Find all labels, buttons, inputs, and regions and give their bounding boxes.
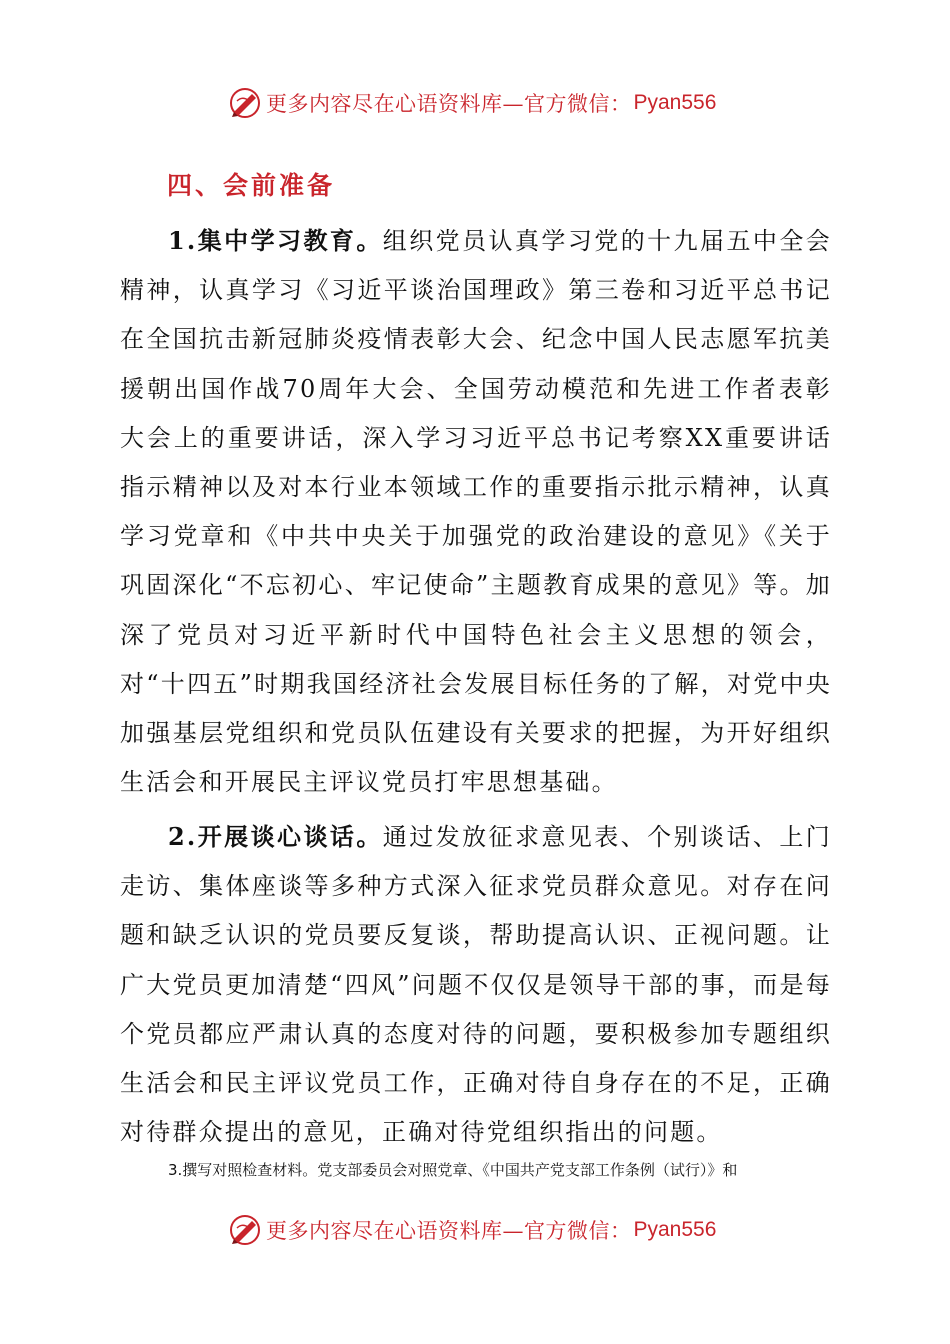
truncated-text-line: 3.撰写对照检查材料。党支部委员会对照党章、《中国共产党支部工作条例（试行）》和 bbox=[168, 1161, 738, 1179]
paragraph-talks bbox=[120, 812, 832, 1157]
footer-banner bbox=[228, 1212, 716, 1248]
paragraph-study bbox=[120, 216, 832, 807]
banner-wechat-handle: Pyan556 bbox=[633, 1218, 717, 1241]
header-banner bbox=[228, 85, 716, 121]
paragraph-body: 通过发放征求意见表、个别谈话、上门走访、集体座谈等多种方式深入征求党员群众意见。对存在问题和缺乏认识的党员要反复谈，帮助提高认识、正视问题。让广大党员更加清楚“四风”问题不仅仅是领导干部的事，而是每个党员都应严肃认真的态度对待的问题，要积极参加专题组织生活会和民主评议党员工作，正确对待自身存在的不足，正确对待群众提出的意见，正确对待党组织指出的问题。 bbox=[120, 823, 832, 1147]
pen-circle-logo-icon bbox=[228, 1213, 262, 1247]
section-heading: 四、会前准备 bbox=[167, 171, 336, 200]
pen-circle-logo-icon bbox=[228, 86, 262, 120]
paragraph-lead: 1.集中学习教育。 bbox=[168, 226, 383, 255]
banner-wechat-handle: Pyan556 bbox=[633, 91, 717, 114]
paragraph-body: 组织党员认真学习党的十九届五中全会精神，认真学习《习近平谈治国理政》第三卷和习近平总书记在全国抗击新冠肺炎疫情表彰大会、纪念中国人民志愿军抗美援朝出国作战70周年大会、全国劳动模范和先进工作者表彰大会上的重要讲话，深入学习习近平总书记考察XX重要讲话指示精神以及对本行业本领域工作的重要指示批示精神，认真学习党章和《中共中央关于加强党的政治建设的意见》《关于巩固深化“不忘初心、牢记使命”主题教育成果的意见》等。加深了党员对习近平新时代中国特色社会主义思想的领会，对“十四五”时期我国经济社会发展目标任务的了解，对党中央加强基层党组织和党员队伍建设有关要求的把握，为开好组织生活会和开展民主评议党员打牢思想基础。 bbox=[120, 227, 832, 797]
banner-text: 更多内容尽在心语资料库—官方微信： bbox=[266, 1219, 632, 1243]
paragraph-lead: 2.开展谈心谈话。 bbox=[168, 822, 383, 851]
banner-text: 更多内容尽在心语资料库—官方微信： bbox=[266, 92, 632, 116]
